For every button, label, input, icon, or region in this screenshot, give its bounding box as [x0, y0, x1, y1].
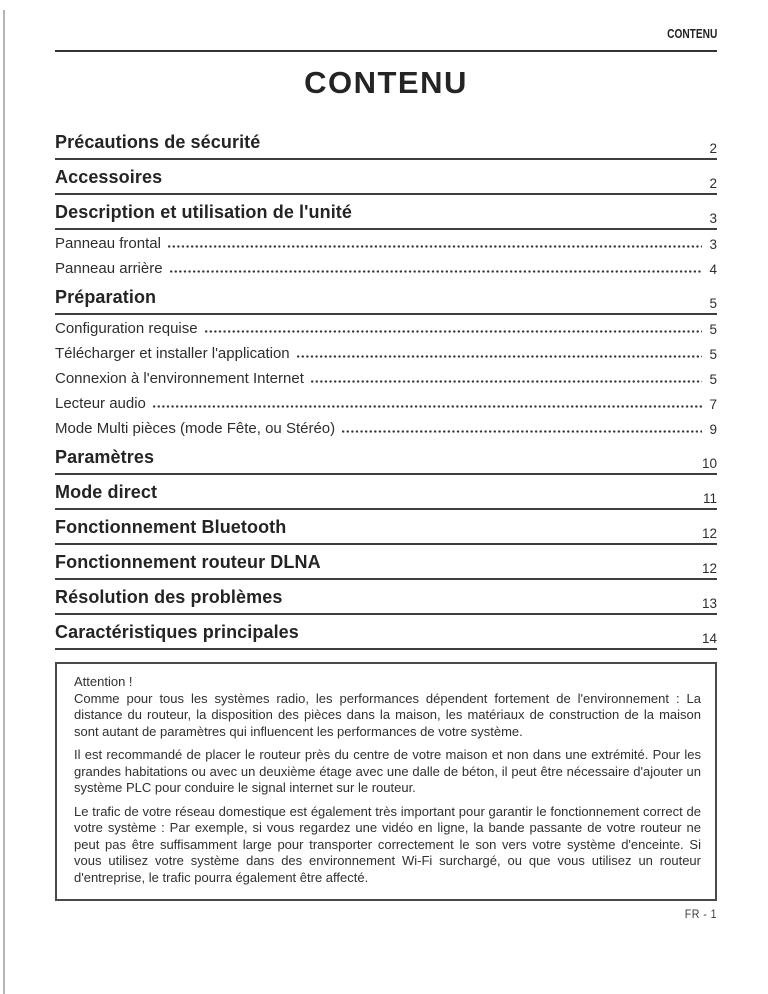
toc-entry-label: Mode Multi pièces (mode Fête, ou Stéréo)	[55, 420, 336, 437]
toc-entry-page: 12	[701, 561, 717, 576]
attention-paragraph: Le trafic de votre réseau domestique est également très important pour garantir le fonctionnement correct de votre système : Par exemple, si vous regardez une vidéo en ligne, la bande passante de votre routeur ne peut pas être suffisamment large pour transporter correctement le son vers votre système d'enceinte. Si vous utilisez votre système dans des environnement Wi-Fi surchargé, ou que vous utilisez un routeur d'entreprise, le trafic pourra également être affecté.	[74, 803, 701, 885]
toc-entry	[55, 415, 717, 440]
toc-entry	[55, 510, 717, 545]
toc-entry-page: 2	[709, 141, 717, 156]
toc-entry-label: Panneau arrière	[55, 260, 163, 277]
toc-entry-label: Description et utilisation de l'unité	[55, 202, 353, 222]
toc-leader-dots	[170, 270, 703, 273]
toc-entry-page: 5	[709, 347, 717, 362]
toc-entry-page: 2	[709, 176, 717, 191]
toc-entry-label: Télécharger et installer l'application	[55, 345, 290, 362]
toc-entry	[55, 340, 717, 365]
toc-entry	[55, 615, 717, 650]
page-footer	[55, 908, 717, 922]
toc-entry-label: Précautions de sécurité	[55, 132, 261, 152]
toc-entry	[55, 125, 717, 160]
toc-entry	[55, 280, 717, 315]
toc-entry-page: 3	[709, 237, 717, 252]
toc-entry-label: Accessoires	[55, 167, 163, 187]
toc-entry	[55, 475, 717, 510]
toc-entry-page: 3	[709, 211, 717, 226]
toc-entry-page: 4	[709, 262, 717, 277]
toc-entry-page: 12	[701, 526, 717, 541]
toc-entry	[55, 315, 717, 340]
table-of-contents	[55, 125, 717, 650]
toc-entry-page: 5	[709, 296, 717, 311]
toc-entry-page: 14	[701, 631, 717, 646]
toc-leader-dots	[153, 405, 703, 408]
toc-entry-label: Connexion à l'environnement Internet	[55, 370, 304, 387]
running-header-text: CONTENU	[666, 26, 717, 41]
toc-leader-dots	[205, 330, 703, 333]
toc-entry-label: Paramètres	[55, 447, 155, 467]
toc-entry	[55, 545, 717, 580]
page-title: CONTENU	[304, 65, 468, 100]
toc-entry-page: 7	[709, 397, 717, 412]
toc-leader-dots	[342, 430, 702, 433]
toc-entry	[55, 390, 717, 415]
page-footer-text: FR - 1	[684, 909, 717, 921]
toc-entry	[55, 160, 717, 195]
header-rule	[55, 50, 717, 52]
toc-entry-page: 5	[709, 322, 717, 337]
toc-entry	[55, 580, 717, 615]
toc-entry	[55, 440, 717, 475]
toc-entry	[55, 195, 717, 230]
toc-entry-label: Fonctionnement Bluetooth	[55, 517, 287, 537]
toc-leader-dots	[311, 380, 703, 383]
attention-paragraph: Comme pour tous les systèmes radio, les performances dépendent fortement de l'environnement : La distance du routeur, la disposition des pièces dans la maison, les matériaux de construction de la maison sont autant de paramètres qui influencent les performances de votre système.	[74, 690, 701, 739]
toc-entry-page: 13	[701, 596, 717, 611]
attention-title: Attention !	[74, 674, 133, 689]
toc-entry-label: Lecteur audio	[55, 395, 146, 412]
toc-entry-page: 10	[701, 456, 717, 471]
toc-entry-label: Mode direct	[55, 482, 158, 502]
running-header	[55, 0, 717, 42]
toc-entry-page: 5	[709, 372, 717, 387]
attention-paragraphs	[74, 691, 701, 887]
toc-entry-label: Résolution des problèmes	[55, 587, 283, 607]
toc-leader-dots	[297, 355, 703, 358]
toc-entry-label: Panneau frontal	[55, 235, 161, 252]
toc-entry-page: 11	[702, 491, 717, 506]
toc-entry-label: Caractéristiques principales	[55, 622, 299, 642]
page-edge-line	[3, 10, 5, 994]
toc-entry	[55, 365, 717, 390]
toc-leader-dots	[168, 245, 703, 248]
attention-box	[55, 662, 717, 901]
toc-entry-label: Fonctionnement routeur DLNA	[55, 552, 321, 572]
toc-entry-label: Configuration requise	[55, 320, 198, 337]
toc-entry	[55, 255, 717, 280]
toc-entry-label: Préparation	[55, 287, 157, 307]
toc-entry	[55, 230, 717, 255]
toc-entry-page: 9	[709, 422, 717, 437]
attention-paragraph: Il est recommandé de placer le routeur près du centre de votre maison et non dans une extrémité. Pour les grandes habitations ou avec un deuxième étage avec une dalle de béton, il peut être nécessaire d'ajouter un système PLC pour conduire le signal internet sur le routeur.	[74, 747, 701, 795]
